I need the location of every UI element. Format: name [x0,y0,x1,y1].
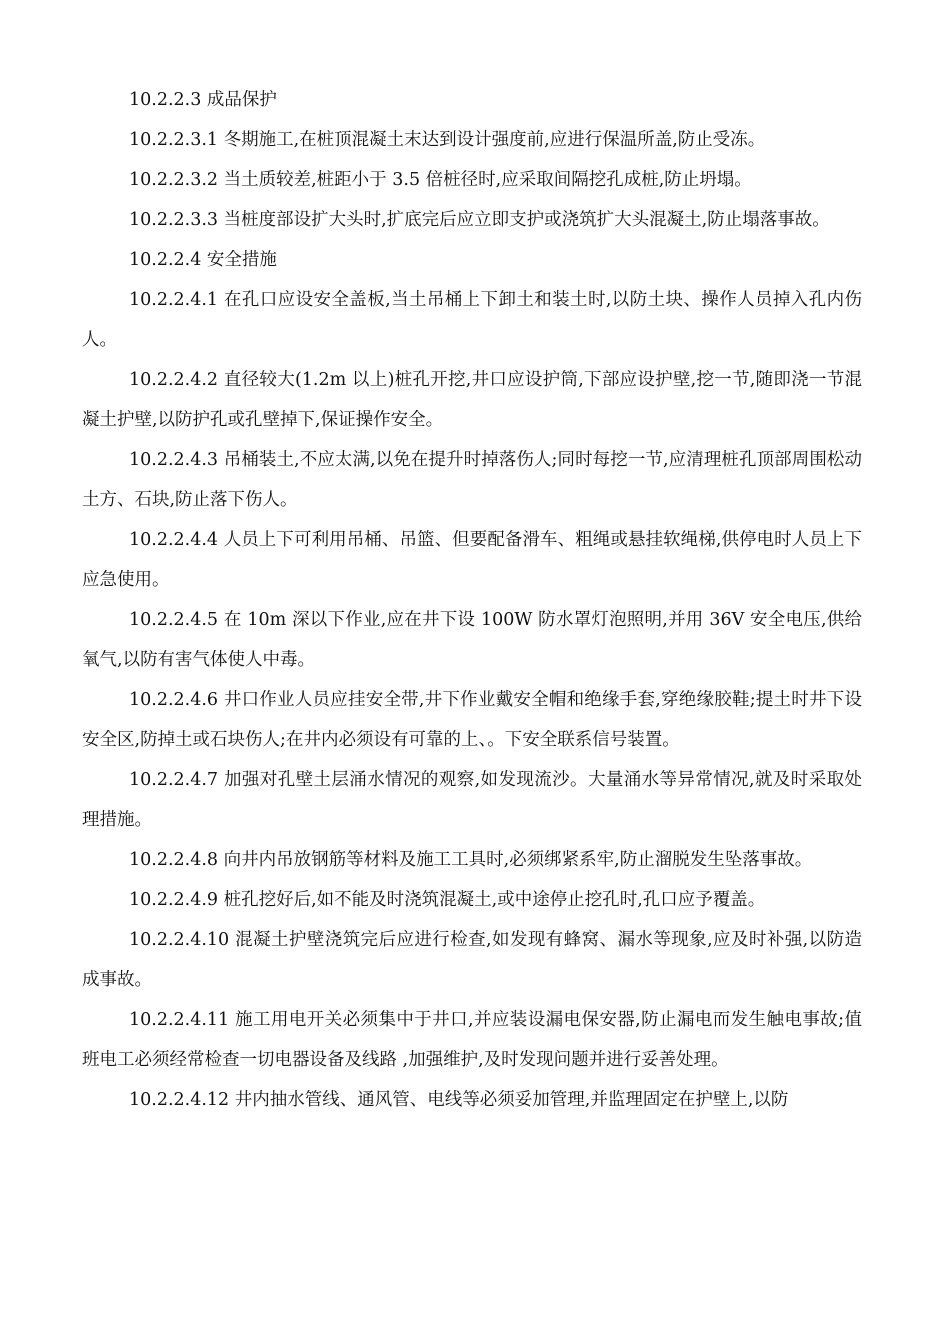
paragraph-10-2-2-4-9: 10.2.2.4.9 桩孔挖好后,如不能及时浇筑混凝土,或中途停止挖孔时,孔口应予覆盖。 [129,890,766,910]
document-body [82,80,862,1120]
section-heading-safety-measures: 10.2.2.4 安全措施 [129,250,277,270]
paragraph-10-2-2-4-3: 10.2.2.4.3 吊桶装土,不应太满,以免在提升时掉落伤人;同时每挖一节,应清理桩孔顶部周围松动土方、石块,防止落下伤人。 [82,450,862,510]
paragraph-10-2-2-4-6: 10.2.2.4.6 井口作业人员应挂安全带,井下作业戴安全帽和绝缘手套,穿绝缘胶鞋;提土时井下设安全区,防掉土或石块伤人;在井内必须设有可靠的上、。下安全联系信号装置。 [82,690,862,750]
paragraph-10-2-2-3-2: 10.2.2.3.2 当土质较差,桩距小于 3.5 倍桩径时,应采取间隔挖孔成桩,防止坍塌。 [129,170,752,190]
paragraph-10-2-2-3-3: 10.2.2.3.3 当桩度部设扩大头时,扩底完后应立即支护或浇筑扩大头混凝土,防止塌落事故。 [129,210,830,230]
paragraph-10-2-2-3-1: 10.2.2.3.1 冬期施工,在桩顶混凝土末达到设计强度前,应进行保温所盖,防止受冻。 [129,130,766,150]
paragraph-10-2-2-4-8: 10.2.2.4.8 向井内吊放钢筋等材料及施工工具时,必须绑紧系牢,防止溜脱发生坠落事故。 [129,850,813,870]
paragraph-10-2-2-4-1: 10.2.2.4.1 在孔口应设安全盖板,当土吊桶上下卸土和装土时,以防土块、操作人员掉入孔内伤人。 [82,290,862,350]
paragraph-10-2-2-4-2: 10.2.2.4.2 直径较大(1.2m 以上)桩孔开挖,井口应设护筒,下部应设护壁,挖一节,随即浇一节混凝土护壁,以防护孔或孔壁掉下,保证操作安全。 [82,370,862,430]
paragraph-10-2-2-4-7: 10.2.2.4.7 加强对孔壁土层涌水情况的观察,如发现流沙。大量涌水等异常情况,就及时采取处理措施。 [82,770,862,830]
paragraph-10-2-2-4-5: 10.2.2.4.5 在 10m 深以下作业,应在井下设 100W 防水罩灯泡照明,并用 36V 安全电压,供给氧气,以防有害气体使人中毒。 [82,610,862,670]
paragraph-10-2-2-4-10: 10.2.2.4.10 混凝土护壁浇筑完后应进行检查,如发现有蜂窝、漏水等现象,应及时补强,以防造成事故。 [82,930,862,990]
paragraph-10-2-2-4-11: 10.2.2.4.11 施工用电开关必须集中于井口,并应装设漏电保安器,防止漏电而发生触电事故;值班电工必须经常检查一切电器设备及线路 ,加强维护,及时发现问题并进行妥善处理。 [82,1010,862,1070]
paragraph-10-2-2-4-4: 10.2.2.4.4 人员上下可利用吊桶、吊篮、但要配备滑车、粗绳或悬挂软绳梯,供停电时人员上下应急使用。 [82,530,862,590]
paragraph-10-2-2-4-12: 10.2.2.4.12 井内抽水管线、通风管、电线等必须妥加管理,并监理固定在护壁上,以防 [129,1090,789,1110]
section-heading-finished-product-protection: 10.2.2.3 成品保护 [129,90,277,110]
